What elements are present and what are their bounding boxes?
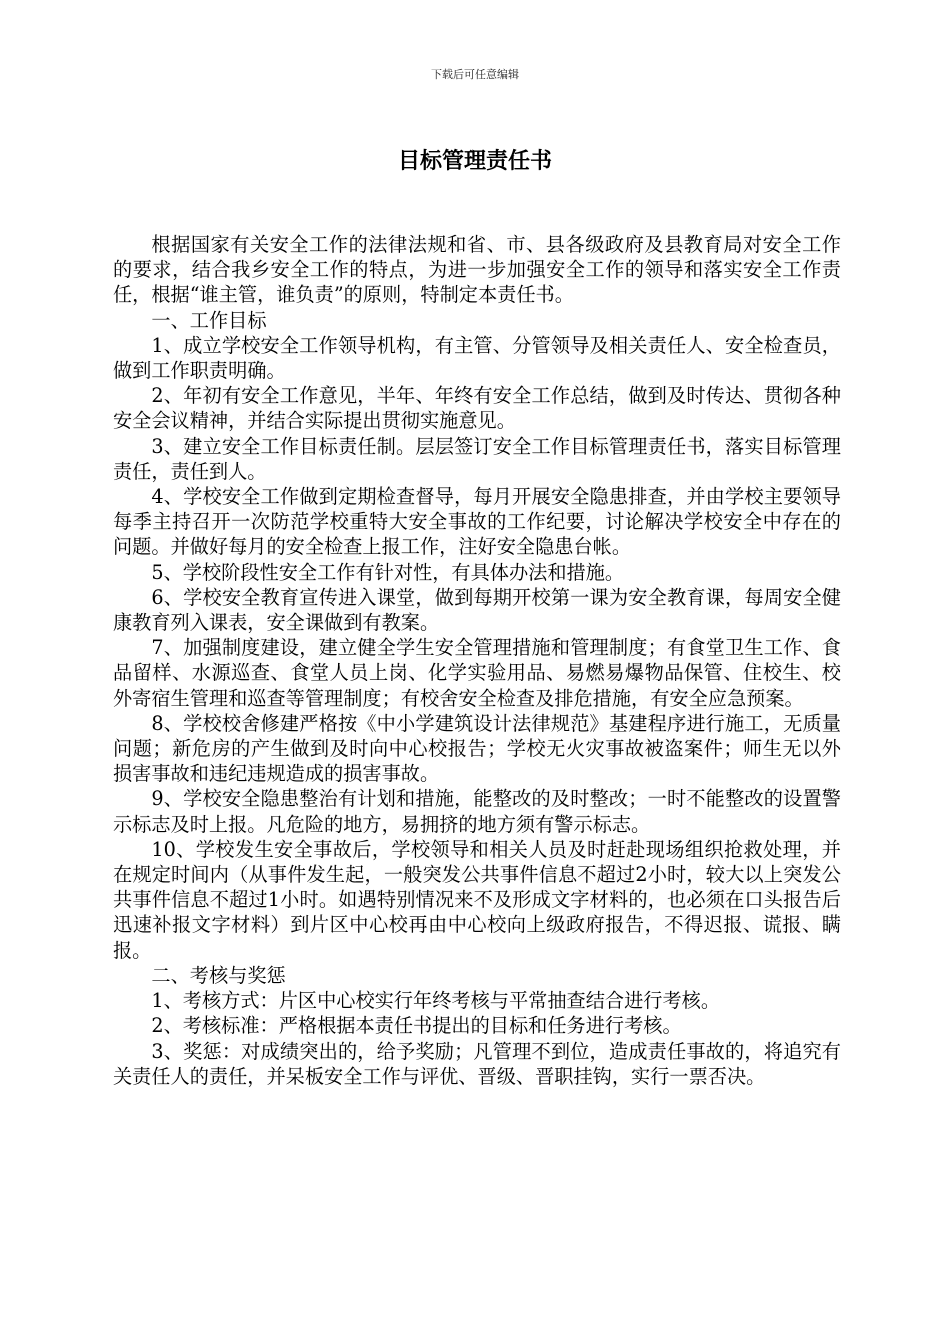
goal-item-5: 5、学校阶段性安全工作有针对性，有具体办法和措施。 [151, 560, 625, 584]
goal-item-6: 6、学校安全教育宣传进入课堂，做到每期开校第一课为安全教育课，每周安全健康教育列入课表，安全课做到有教案。 [113, 585, 841, 635]
section-heading-goals: 一、工作目标 [151, 308, 267, 332]
paragraph-intro: 根据国家有关安全工作的法律法规和省、市、县各级政府及县教育局对安全工作的要求，结合我乡安全工作的特点，为进一步加强安全工作的领导和落实安全工作责任，根据“谁主管，谁负责”的原则，特制定本责任书。 [113, 233, 841, 307]
header-note: 下载后可任意编辑 [431, 68, 519, 81]
document-body [113, 232, 841, 1089]
goal-item-9: 9、学校安全隐患整治有计划和措施，能整改的及时整改；一时不能整改的设置警示标志及时上报。凡危险的地方，易拥挤的地方须有警示标志。 [113, 787, 841, 836]
document-title: 目标管理责任书 [397, 148, 552, 174]
goal-item-1: 1、成立学校安全工作领导机构，有主管、分管领导及相关责任人、安全检查员，做到工作职责明确。 [113, 333, 841, 383]
goal-item-2: 2、年初有安全工作意见，半年、年终有安全工作总结，做到及时传达、贯彻各种安全会议精神，并结合实际提出贯彻实施意见。 [113, 384, 841, 433]
goal-item-8: 8、学校校舍修建严格按《中小学建筑设计法律规范》基建程序进行施工，无质量问题；新危房的产生做到及时向中心校报告；学校无火灾事故被盗案件；师生无以外损害事故和违纪违规造成的损害事故。 [113, 711, 841, 786]
assessment-item-2: 2、考核标准：严格根据本责任书提出的目标和任务进行考核。 [151, 1014, 682, 1038]
goal-item-10: 10、学校发生安全事故后，学校领导和相关人员及时赶赴现场组织抢救处理，并在规定时间内（从事件发生起，一般突发公共事件信息不超过2小时，较大以上突发公共事件信息不超过1小时。如遇特别情况来不及形成文字材料的，也必须在口头报告后迅速补报文字材料）到片区中心校再由中心校向上级政府报告，不得迟报、谎报、瞒报。 [113, 837, 841, 962]
assessment-item-3: 3、奖惩：对成绩突出的，给予奖励；凡管理不到位，造成责任事故的，将追究有关责任人的责任，并呆板安全工作与评优、晋级、晋职挂钩，实行一票否决。 [113, 1039, 841, 1088]
goal-item-7: 7、加强制度建设，建立健全学生安全管理措施和管理制度；有食堂卫生工作、食品留样、水源巡查、食堂人员上岗、化学实验用品、易燃易爆物品保管、住校生、校外寄宿生管理和巡查等管理制度；有校舍安全检查及排危措施，有安全应急预案。 [113, 636, 841, 710]
assessment-item-1: 1、考核方式：片区中心校实行年终考核与平常抽查结合进行考核。 [151, 989, 721, 1013]
goal-item-3: 3、建立安全工作目标责任制。层层签订安全工作目标管理责任书，落实目标管理责任，责任到人。 [113, 434, 841, 483]
goal-item-4: 4、学校安全工作做到定期检查督导，每月开展安全隐患排查，并由学校主要领导每季主持召开一次防范学校重特大安全事故的工作纪要，讨论解决学校安全中存在的问题。并做好每月的安全检查上报工作，注好安全隐患台帐。 [113, 485, 841, 559]
section-heading-assessment: 二、考核与奖惩 [151, 963, 286, 987]
